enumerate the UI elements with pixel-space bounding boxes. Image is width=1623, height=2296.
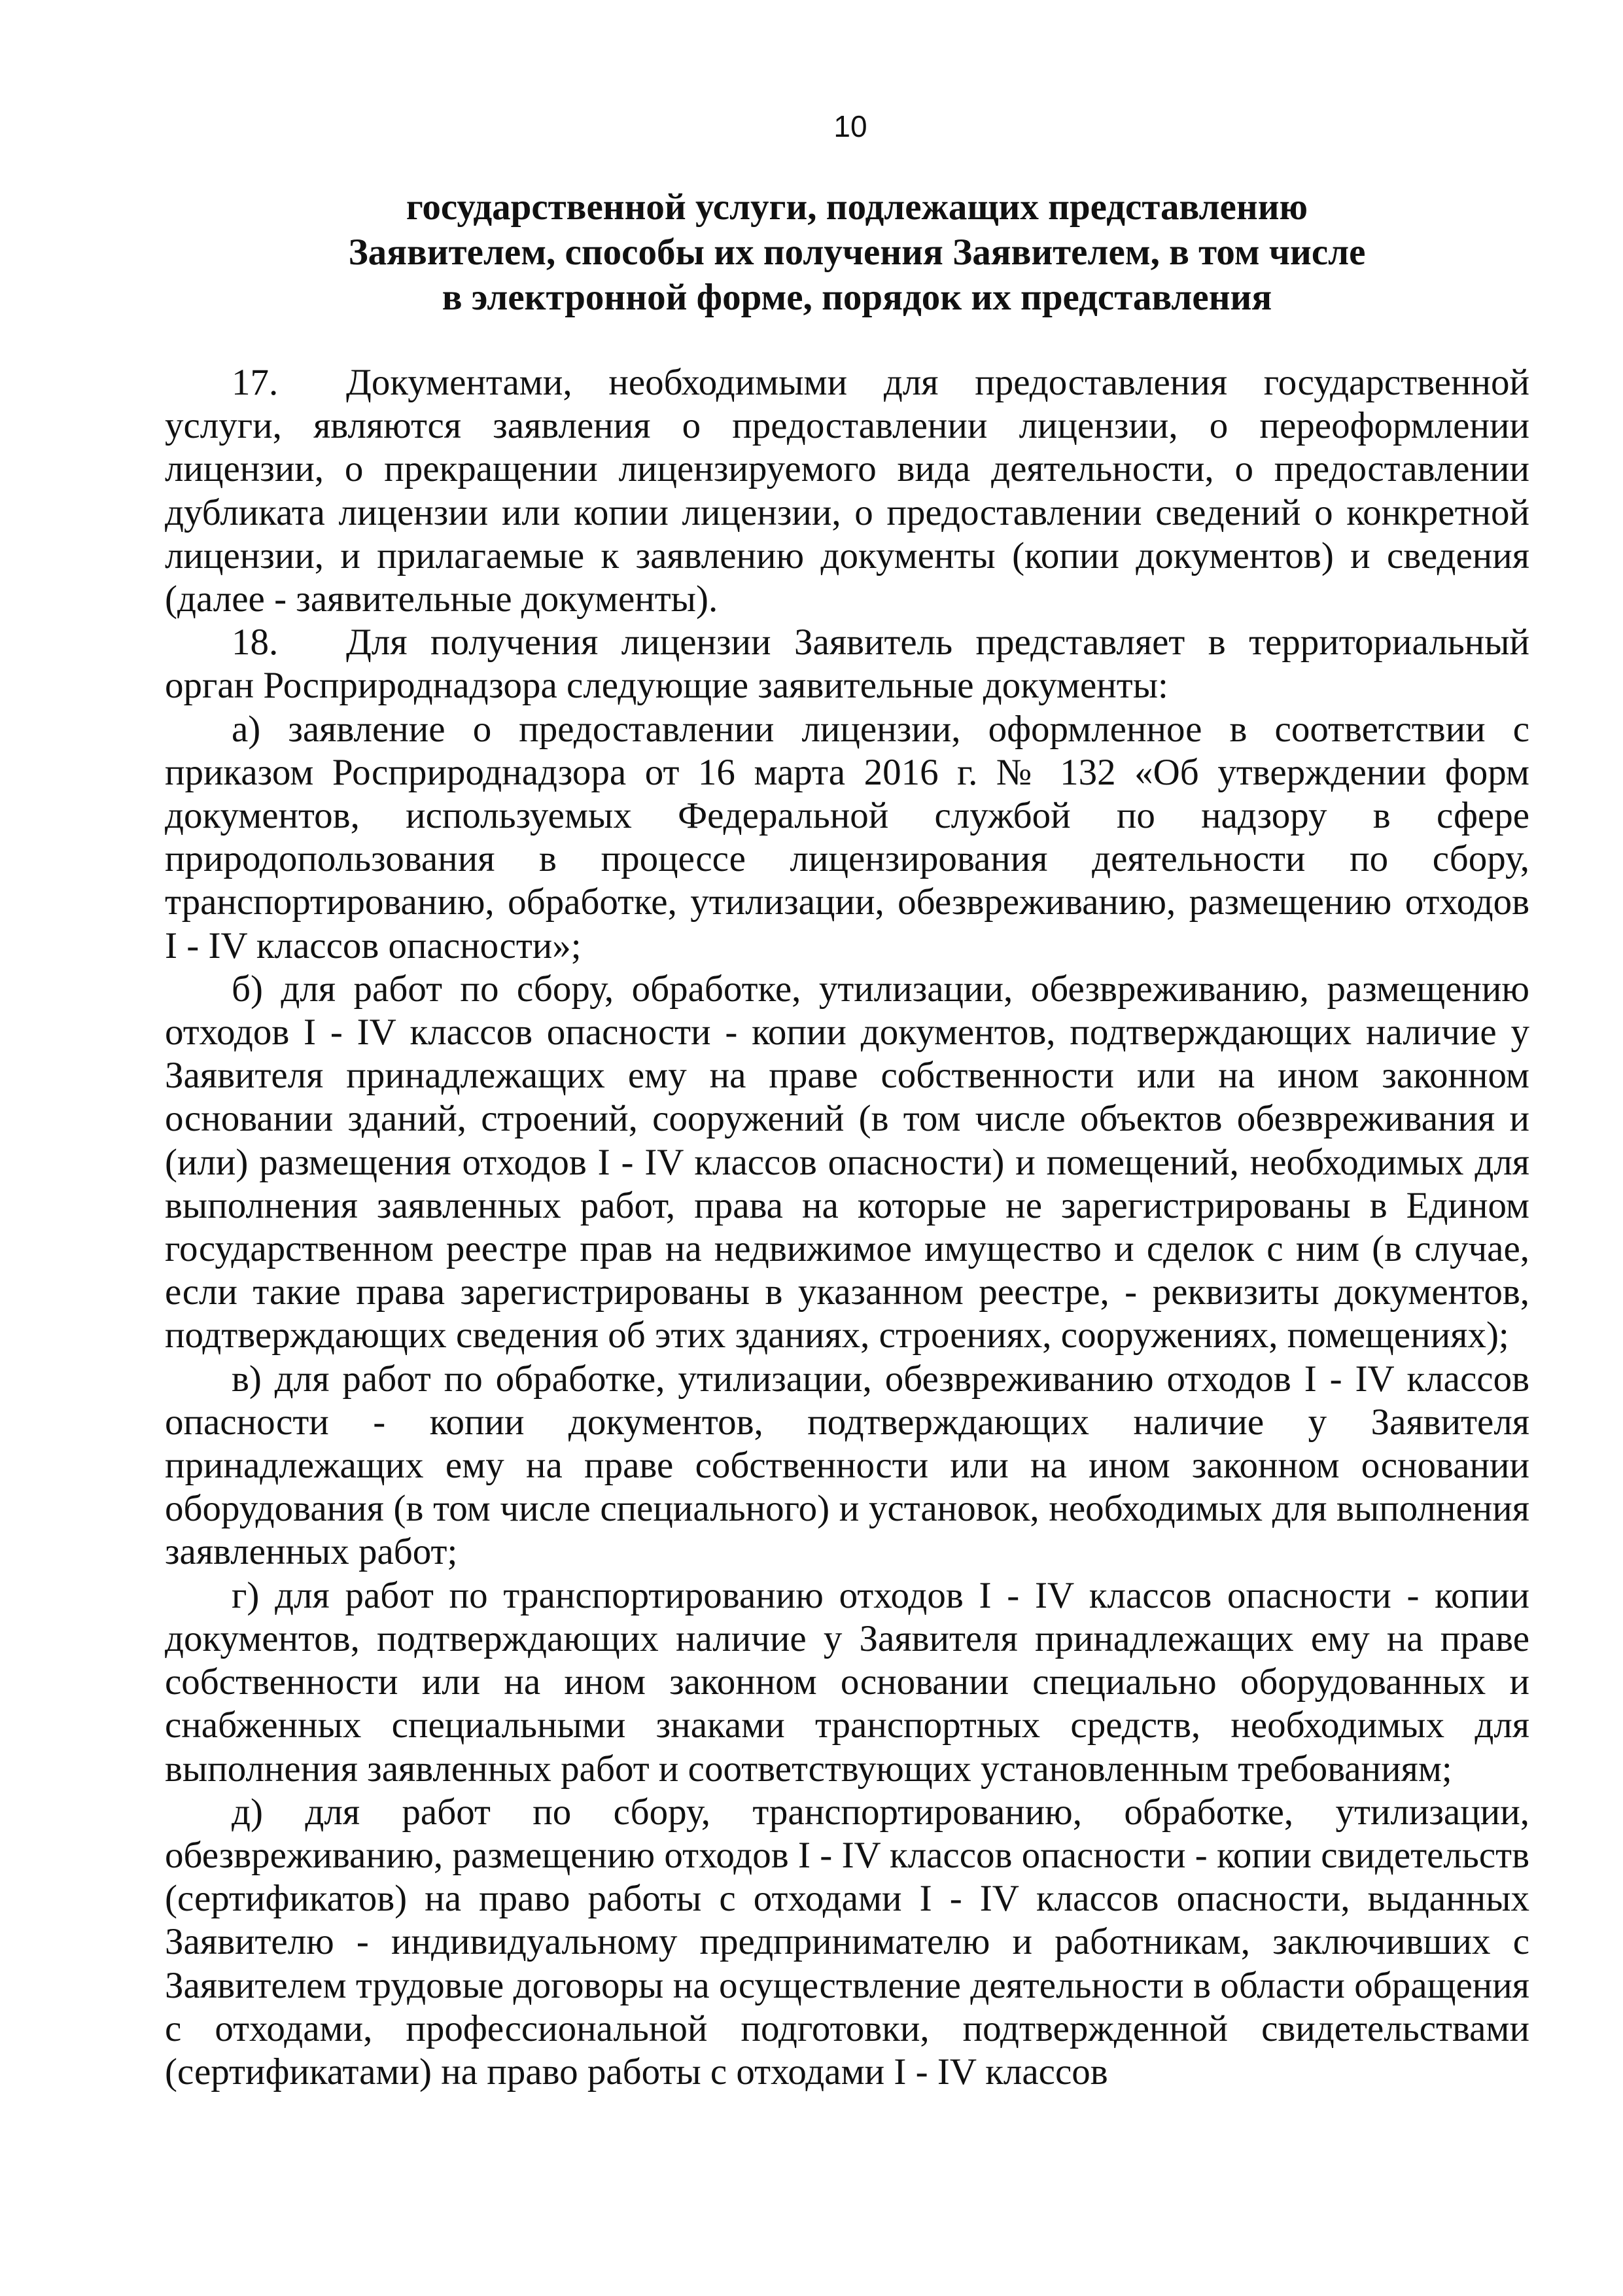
paragraph-number: 17.: [232, 362, 279, 403]
paragraph-item-v: в) для работ по обработке, утилизации, обезвреживанию отходов I - IV классов опасности - копии документов, подтверждающих наличие у Заявителя принадлежащих ему на праве собственности или на ином законном основании оборудования (в том числе специального) и установок, необходимых для выполнения заявленных работ;: [165, 1358, 1529, 1573]
heading-line: в электронной форме, порядок их представления: [442, 277, 1272, 318]
paragraph-text: Документами, необходимыми для предоставления государственной услуги, являются заявления о предоставлении лицензии, о переоформлении лицензии, о прекращении лицензируемого вида деятельности, о предоставлении дубликата лицензии или копии лицензии, о предоставлении сведений о конкретной лицензии, и прилагаемые к заявлению документы (копии документов) и сведения (далее - заявительные документы).: [165, 362, 1529, 620]
paragraph-text: Для получения лицензии Заявитель представляет в территориальный орган Росприроднадзора следующие заявительные документы:: [165, 622, 1529, 707]
heading-line: государственной услуги, подлежащих представлению: [406, 186, 1308, 228]
page-number: 10: [833, 109, 867, 143]
paragraph-item-d: д) для работ по сбору, транспортированию, обработке, утилизации, обезвреживанию, размещению отходов I - IV классов опасности - копии свидетельств (сертификатов) на право работы с отходами I - IV классов опасности, выданных Заявителю - индивидуальному предпринимателю и работникам, заключивших с Заявителем трудовые договоры на осуществление деятельности в области обращения с отходами, профессиональной подготовки, подтвержденной свидетельствами (сертификатами) на право работы с отходами I - IV классов: [165, 1791, 1529, 2093]
section-heading: [164, 185, 1550, 320]
paragraph-item-b: б) для работ по сбору, обработке, утилизации, обезвреживанию, размещению отходов I - IV классов опасности - копии документов, подтверждающих наличие у Заявителя принадлежащих ему на праве собственности или на ином законном основании зданий, строений, сооружений (в том числе объектов обезвреживания и (или) размещения отходов I - IV классов опасности) и помещений, необходимых для выполнения заявленных работ, права на которые не зарегистрированы в Едином государственном реестре прав на недвижимое имущество и сделок с ним (в случае, если такие права зарегистрированы в указанном реестре, - реквизиты документов, подтверждающих сведения об этих зданиях, строениях, сооружениях, помещениях);: [165, 968, 1529, 1356]
paragraph-number: 18.: [232, 622, 279, 663]
document-body: [165, 361, 1529, 2094]
paragraph-18: [165, 621, 1529, 707]
paragraph-17: [165, 361, 1529, 621]
paragraph-item-a: а) заявление о предоставлении лицензии, оформленное в соответствии с приказом Росприроднадзора от 16 марта 2016 г. № 132 «Об утверждении форм документов, используемых Федеральной службой по надзору в сфере природопользования в процессе лицензирования деятельности по сбору, транспортированию, обработке, утилизации, обезвреживанию, размещению отходов I - IV классов опасности»;: [165, 708, 1529, 966]
heading-line: Заявителем, способы их получения Заявителем, в том числе: [348, 232, 1366, 273]
paragraph-item-g: г) для работ по транспортированию отходов I - IV классов опасности - копии документов, подтверждающих наличие у Заявителя принадлежащих ему на праве собственности или на ином законном основании специально оборудованных и снабженных специальными знаками транспортных средств, необходимых для выполнения заявленных работ и соответствующих установленным требованиям;: [165, 1574, 1529, 1790]
